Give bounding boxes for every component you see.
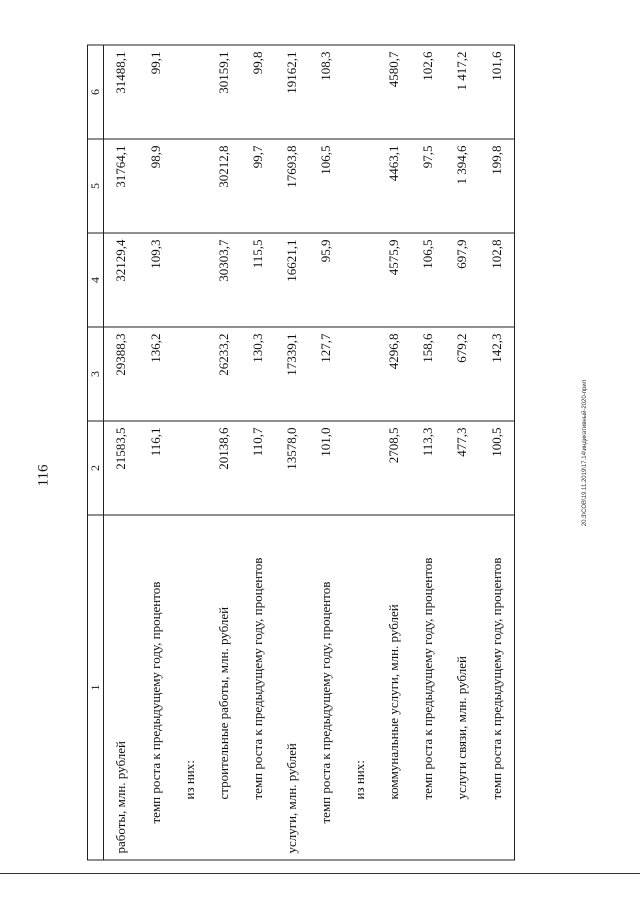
row-value-col6	[173, 45, 207, 139]
row-value-col6: 99,8	[241, 45, 275, 139]
row-value-col5: 99,7	[241, 139, 275, 233]
row-label: темп роста к предыдущему году, процентов	[411, 515, 445, 860]
header-cell-4: 4	[88, 233, 104, 327]
row-value-col5: 17693,8	[275, 139, 309, 233]
header-cell-5: 5	[88, 139, 104, 233]
row-value-col6: 1 417,2	[445, 45, 479, 139]
row-value-col3: 679,2	[445, 327, 479, 421]
row-value-col6: 30159,1	[207, 45, 241, 139]
row-value-col6	[343, 45, 377, 139]
table-row	[104, 45, 139, 860]
row-value-col4: 115,5	[241, 233, 275, 327]
row-value-col3	[173, 327, 207, 421]
row-value-col4: 16621,1	[275, 233, 309, 327]
row-value-col4: 106,5	[411, 233, 445, 327]
table-row	[275, 45, 309, 860]
page-number: 116	[35, 464, 52, 487]
row-value-col5: 98,9	[139, 139, 173, 233]
row-value-col5: 30212,8	[207, 139, 241, 233]
row-value-col2: 100,5	[479, 421, 514, 515]
row-label: строительные работы, млн. рублей	[207, 515, 241, 860]
row-value-col3: 29388,3	[104, 327, 139, 421]
table-wrapper	[87, 45, 515, 860]
row-value-col2: 2708,5	[377, 421, 411, 515]
row-value-col4: 32129,4	[104, 233, 139, 327]
header-row	[88, 45, 104, 860]
row-value-col5: 106,5	[309, 139, 343, 233]
row-value-col3	[343, 327, 377, 421]
row-label: работы, млн. рублей	[104, 515, 139, 860]
row-value-col5: 97,5	[411, 139, 445, 233]
row-value-col6: 99,1	[139, 45, 173, 139]
row-value-col4: 30303,7	[207, 233, 241, 327]
row-value-col6: 101,6	[479, 45, 514, 139]
row-value-col2: 477,3	[445, 421, 479, 515]
row-value-col3: 4296,8	[377, 327, 411, 421]
row-label: темп роста к предыдущему году, процентов	[241, 515, 275, 860]
row-value-col5	[343, 139, 377, 233]
row-value-col4	[173, 233, 207, 327]
row-label: услуги связи, млн. рублей	[445, 515, 479, 860]
table-row	[343, 45, 377, 860]
footer-id-text: 20.3\СОВ\19.11.2019\17.14\индикативный-2020-прил	[582, 379, 588, 527]
row-value-col4: 95,9	[309, 233, 343, 327]
header-cell-6: 6	[88, 45, 104, 139]
row-value-col2: 113,3	[411, 421, 445, 515]
row-value-col6: 31488,1	[104, 45, 139, 139]
table-row	[173, 45, 207, 860]
row-value-col3: 127,7	[309, 327, 343, 421]
row-value-col2	[173, 421, 207, 515]
bottom-rule	[0, 873, 640, 874]
row-value-col6: 108,3	[309, 45, 343, 139]
row-value-col2: 101,0	[309, 421, 343, 515]
row-value-col4: 697,9	[445, 233, 479, 327]
row-value-col6: 4580,7	[377, 45, 411, 139]
rotated-table-container	[87, 45, 515, 860]
table-row	[445, 45, 479, 860]
row-value-col2: 13578,0	[275, 421, 309, 515]
row-value-col3: 17339,1	[275, 327, 309, 421]
row-value-col3: 136,2	[139, 327, 173, 421]
row-value-col4: 102,8	[479, 233, 514, 327]
row-value-col5: 4463,1	[377, 139, 411, 233]
row-label: из них:	[173, 515, 207, 860]
row-value-col5: 31764,1	[104, 139, 139, 233]
table-row	[479, 45, 514, 860]
row-label: темп роста к предыдущему году, процентов	[479, 515, 514, 860]
table-row	[207, 45, 241, 860]
table-row	[377, 45, 411, 860]
row-value-col3: 142,3	[479, 327, 514, 421]
row-value-col5	[173, 139, 207, 233]
table-row	[411, 45, 445, 860]
footer-id	[582, 200, 595, 700]
header-cell-3: 3	[88, 327, 104, 421]
data-table	[87, 44, 515, 860]
row-value-col2: 110,7	[241, 421, 275, 515]
table-body	[104, 45, 515, 860]
row-label: темп роста к предыдущему году, процентов	[139, 515, 173, 860]
row-value-col3: 26233,2	[207, 327, 241, 421]
header-cell-1: 1	[88, 515, 104, 860]
row-value-col2: 21583,5	[104, 421, 139, 515]
row-value-col4: 4575,9	[377, 233, 411, 327]
row-value-col2: 20138,6	[207, 421, 241, 515]
row-label: коммунальные услуги, млн. рублей	[377, 515, 411, 860]
row-value-col4	[343, 233, 377, 327]
row-value-col5: 1 394,6	[445, 139, 479, 233]
table-row	[241, 45, 275, 860]
row-value-col2: 116,1	[139, 421, 173, 515]
row-value-col6: 19162,1	[275, 45, 309, 139]
row-label: услуги, млн. рублей	[275, 515, 309, 860]
header-cell-2: 2	[88, 421, 104, 515]
row-value-col6: 102,6	[411, 45, 445, 139]
row-value-col2	[343, 421, 377, 515]
row-value-col5: 199,8	[479, 139, 514, 233]
row-value-col3: 158,6	[411, 327, 445, 421]
row-value-col4: 109,3	[139, 233, 173, 327]
row-label: из них:	[343, 515, 377, 860]
row-value-col3: 130,3	[241, 327, 275, 421]
row-label: темп роста к предыдущему году, процентов	[309, 515, 343, 860]
table-row	[139, 45, 173, 860]
table-row	[309, 45, 343, 860]
